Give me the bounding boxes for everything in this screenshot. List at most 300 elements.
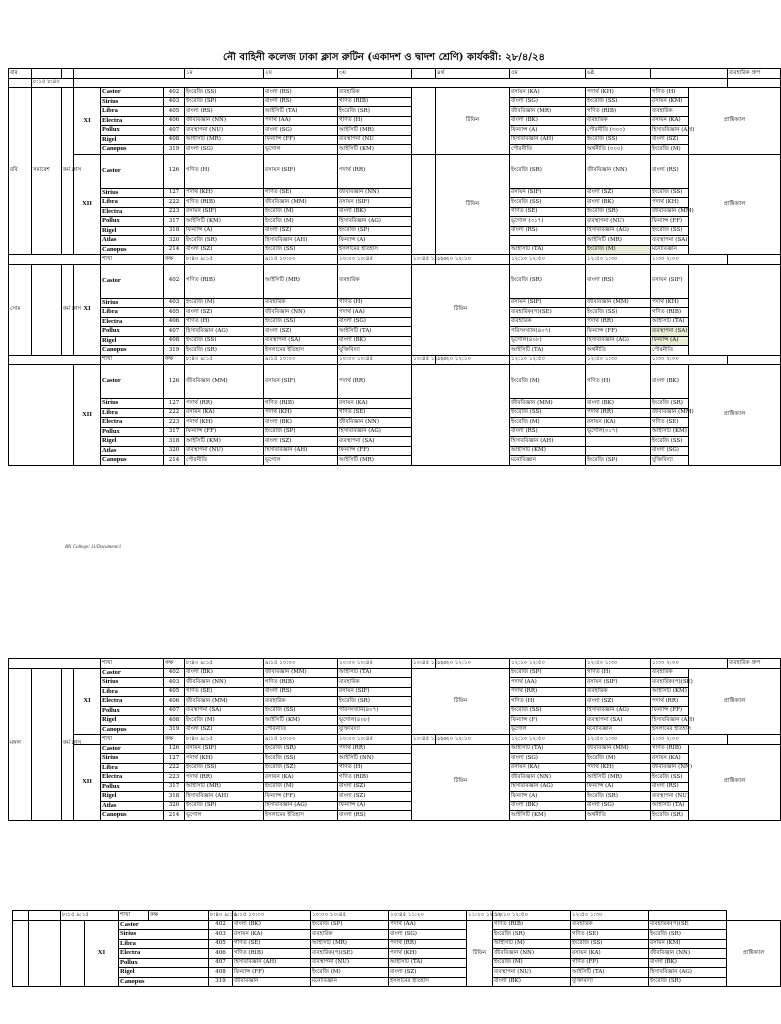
period-cell: ব্যবস্থাপনা (SA) [651, 327, 689, 337]
period-cell: হিসাববিজ্ঞান (AG) [264, 801, 338, 811]
table-row [9, 446, 781, 456]
period-cell: পদার্থ (AA) [338, 308, 412, 318]
room-number: 406 [164, 697, 185, 707]
period-cell: ইংরেজি (M) [311, 968, 389, 978]
period-cell: গণিত (H) [651, 88, 689, 98]
period-cell: বাংলা (BK) [586, 198, 651, 208]
time-header: ৮:১৫ ৮:৪০ [32, 78, 74, 88]
room-number: 403 [209, 930, 233, 940]
period-cell: বাংলা (SZ) [264, 327, 338, 337]
period-cell: গণিত (H) [185, 154, 264, 188]
time-header: কক্ষ [164, 735, 185, 745]
period-cell: আইসিটি (MR) [185, 135, 264, 145]
section-name: Castor [101, 154, 164, 188]
period-cell: আইসিটি (KM) [510, 446, 586, 456]
period-cell: আইসিটি (MR) [586, 236, 651, 246]
class-label: কর্ম ক্লাস [62, 668, 74, 820]
table-row [9, 198, 781, 208]
section-name: Electra [101, 207, 164, 217]
section-name: Pollux [101, 327, 164, 337]
room-number: 320 [164, 801, 185, 811]
period-cell: যুক্তিবিদ্যা [651, 456, 689, 466]
time-header: ১২:১০ ১২:৫০ [510, 735, 586, 745]
period-header: ১ম [185, 69, 264, 79]
period-cell: বাংলা (SZ) [338, 782, 412, 792]
period-cell: বাংলা (BK) [493, 977, 571, 987]
period-cell: হিসাববিজ্ঞান (AG) [649, 968, 727, 978]
period-cell: মনোবিজ্ঞান [510, 456, 586, 466]
time-header: ১:৩০ ২:০০ [651, 355, 728, 365]
period-cell: গণিত (RIB) [651, 308, 689, 318]
period-cell: হিসাববিজ্ঞান (AH) [651, 126, 689, 136]
tiffin-label: টিফিন [412, 744, 510, 820]
class-label: কর্ম ক্লাস [62, 264, 74, 355]
period-cell: আইসিটি (KM) [651, 427, 689, 437]
period-cell: রসায়ন (SIF) [185, 207, 264, 217]
practical-label: প্রাক্টিক্যাল [689, 744, 781, 820]
period-cell: ইংরেজি (SS) [651, 226, 689, 236]
period-cell: বাংলা (SG) [510, 97, 586, 107]
period-cell: রসায়ন (KA) [586, 418, 651, 428]
section-name: Libra [101, 198, 164, 208]
period-cell: জীববিজ্ঞান (MM) [586, 298, 651, 308]
period-cell: জীববিজ্ঞান (NN) [338, 418, 412, 428]
period-cell: জীববিজ্ঞান (NN) [586, 154, 651, 188]
period-cell: হিসাববিজ্ঞান (AG) [510, 782, 586, 792]
room-number: 126 [164, 744, 185, 754]
table-cell [61, 920, 85, 987]
period-cell: বাংলা (SZ) [586, 188, 651, 198]
period-header: ৩য় [338, 69, 412, 79]
routine-title: নৌ বাহিনী কলেজ ঢাকা ক্লাস রুটিন (একাদশ ও দ্বাদশ শ্রেণি) কার্যকরী: ২৮/৪/২৪ [223, 52, 545, 63]
period-cell: ব্যবস্থাপনা (NU) [185, 126, 264, 136]
period-cell: বাংলা (SZ) [651, 135, 689, 145]
table-cell [412, 365, 510, 466]
subheader-row [9, 659, 781, 669]
room-number: 403 [164, 678, 185, 688]
period-cell: পদার্থ (KH) [185, 754, 264, 764]
room-number: 402 [209, 920, 233, 930]
period-cell: পদার্থ (AA) [264, 116, 338, 126]
time-header: ৯:১৫ ১০:০০ [233, 911, 311, 921]
period-cell: আইসিটি (TA) [510, 744, 586, 754]
period-cell: ব্যবস্থাপনা (SA) [185, 706, 264, 716]
room-number: 407 [164, 327, 185, 337]
period-cell: হিসাববিজ্ঞান (AG) [586, 706, 651, 716]
period-cell: ব্যবহারিক [510, 317, 586, 327]
time-header: ১২:১০ ১২:৫০ [510, 355, 586, 365]
period-cell: পদার্থ (RR) [651, 697, 689, 707]
section-name: Pollux [119, 958, 209, 968]
period-cell: ব্যবহারিক [338, 88, 412, 98]
period-cell: ব্যবহারিক [586, 116, 651, 126]
section-name: Castor [101, 88, 164, 98]
period-cell: বাংলা (SZ) [586, 697, 651, 707]
room-number: 408 [164, 135, 185, 145]
period-cell: ব্যবস্থাপনা (NU) [311, 958, 389, 968]
room-number: 319 [164, 145, 185, 155]
table-row [9, 697, 781, 707]
table-row [9, 668, 781, 678]
period-cell [510, 236, 586, 246]
room-number: 402 [164, 668, 185, 678]
period-cell: যুক্তিবিদ্যা [571, 977, 649, 987]
period-cell: অর্থনীতি [586, 811, 651, 821]
period-cell: পদার্থ (KH) [586, 88, 651, 98]
period-cell: বাংলা (RS) [651, 154, 689, 188]
period-cell: পদার্থ (RR) [338, 154, 412, 188]
period-cell: ব্যবহারিক [264, 697, 338, 707]
period-cell: ইংরেজি (SS) [510, 706, 586, 716]
period-cell: ইংরেজি (SS) [510, 198, 586, 208]
period-cell: ব্যবস্থাপনা (SA) [264, 336, 338, 346]
period-cell: রসায়ন (SIF) [338, 198, 412, 208]
period-cell: হিসাববিজ্ঞান (AG) [338, 217, 412, 227]
table-cell [29, 920, 61, 987]
table-row [9, 399, 781, 409]
section-name: Sirius [101, 97, 164, 107]
period-cell: ফিন্যান্স (FF) [185, 427, 264, 437]
table-row [9, 763, 781, 773]
period-cell: পদার্থ (RR) [389, 939, 467, 949]
period-cell: গণিত (RIB) [651, 744, 689, 754]
routine-table-page3 [12, 910, 781, 987]
period-cell: গণিত (RIB) [233, 949, 311, 959]
class-label: কর্ম ক্লাস [62, 88, 74, 255]
section-name: Atlas [101, 801, 164, 811]
class-level: XII [74, 154, 101, 255]
class-level: XI [74, 264, 101, 355]
section-name: Rigel [101, 792, 164, 802]
period-cell: বাংলা (SG) [264, 126, 338, 136]
time-header: কক্ষ [149, 911, 209, 921]
section-name: Libra [101, 408, 164, 418]
period-cell: বাংলা (RS) [586, 264, 651, 298]
table-row [9, 418, 781, 428]
table-row [13, 930, 781, 940]
table-row [9, 188, 781, 198]
time-header: ৮:৪০ ৯:১৫ [185, 735, 264, 745]
period-cell: ফিন্যান্স (FF) [586, 327, 651, 337]
period-cell: জীববিজ্ঞান (MM) [185, 697, 264, 707]
period-cell: ইসলামের ইতিহাস [338, 245, 412, 255]
period-cell: পদার্থ (RR) [586, 317, 651, 327]
table-row [9, 336, 781, 346]
period-cell: রসায়ন (KA) [233, 930, 311, 940]
period-cell: যুক্তিবিদ্যা [338, 725, 412, 735]
period-cell: ইংরেজি (SR) [586, 207, 651, 217]
period-cell: আইসিটি (MR) [338, 126, 412, 136]
period-cell: বাংলা (BK) [338, 336, 412, 346]
period-cell: বাংলা (RS) [510, 427, 586, 437]
section-name: Castor [101, 668, 164, 678]
table-cell [32, 668, 62, 820]
period-cell: গণিত (RIB) [185, 264, 264, 298]
section-name: Pollux [101, 126, 164, 136]
table-row [9, 264, 781, 298]
period-cell: বাংলা (SZ) [185, 245, 264, 255]
section-name: Pollux [101, 427, 164, 437]
time-header: ১০:৪৫ ১১:২০ [412, 659, 436, 669]
time-header: ১২:১০ ১২:৫০ [510, 659, 586, 669]
time-header: ৮:৪০ ৯:১৫ [185, 355, 264, 365]
tiffin-label: টিফিন [467, 920, 493, 987]
period-cell: বাংলা (RS) [338, 811, 412, 821]
table-row [9, 317, 781, 327]
room-number: 406 [209, 949, 233, 959]
period-cell: বাংলা (SZ) [338, 792, 412, 802]
time-header: ১২:৫০ ১:৩০ [586, 735, 651, 745]
room-number: 318 [164, 792, 185, 802]
table-cell [74, 78, 728, 88]
time-header: শাখা [101, 659, 164, 669]
period-cell: বাংলা (BK) [233, 920, 311, 930]
period-cell: বাংলা (BK) [651, 365, 689, 399]
period-cell: আইসিটি (TA) [510, 346, 586, 356]
table-row [9, 107, 781, 117]
period-cell: ইংরেজি (SR) [510, 154, 586, 188]
time-header [13, 911, 29, 921]
room-number: 405 [164, 687, 185, 697]
room-number: 317 [164, 782, 185, 792]
room-number: 127 [164, 399, 185, 409]
class-level: XII [74, 744, 101, 820]
period-cell: ইংরেজি (SS) [651, 188, 689, 198]
period-cell: জীববিজ্ঞান (NN) [185, 116, 264, 126]
table-row [9, 327, 781, 337]
time-header: কক্ষ [164, 659, 185, 669]
period-cell: আইসিটি (M) [493, 939, 571, 949]
class-level: XII [74, 365, 101, 466]
period-cell: ইংরেজি (SP) [338, 226, 412, 236]
room-number: 407 [209, 958, 233, 968]
period-cell: রসায়ন (KA) [651, 116, 689, 126]
time-header: ১০:৪৫ ১১:২০ [412, 255, 436, 265]
period-cell: রসায়ন (KA) [264, 773, 338, 783]
period-cell: গণিত (H) [586, 668, 651, 678]
period-cell: ফিন্যান্স (FF) [264, 135, 338, 145]
period-cell: আইসিটি (TA) [338, 327, 412, 337]
table-row [13, 958, 781, 968]
period-cell: বাংলা (SG) [338, 317, 412, 327]
section-name: Libra [101, 763, 164, 773]
period-cell: রসায়ন (SIF) [510, 298, 586, 308]
section-name: Canopus [101, 456, 164, 466]
table-cell [9, 659, 101, 669]
period-cell: গণিত (H) [185, 317, 264, 327]
period-cell: ইংরেজি (SR) [586, 792, 651, 802]
period-cell: আইসিটি (MR) [338, 456, 412, 466]
period-cell: বাংলা (RS) [510, 226, 586, 236]
day-header: বার [9, 69, 32, 79]
time-header: ১১:২০ ১২:১০ [467, 911, 493, 921]
period-cell: যুক্তিবিদ্যা [338, 346, 412, 356]
period-cell: রসায়ন (SIF) [338, 687, 412, 697]
period-cell: জীববিজ্ঞান (NN) [338, 188, 412, 198]
subheader-row [9, 355, 781, 365]
time-header: ১২:১০ ১২:৫০ [510, 255, 586, 265]
period-cell: ইংরেজি (SS) [185, 88, 264, 98]
period-cell: গণিত (H) [338, 763, 412, 773]
period-cell: ইংরেজি (SP) [264, 427, 338, 437]
period-cell: বাংলা (SZ) [185, 308, 264, 318]
time-header: ১০:০০ ১০:৪৫ [338, 355, 412, 365]
time-header: ৯:১৫ ১০:০০ [264, 255, 338, 265]
time-header: ১০:০০ ১০:৪৫ [338, 255, 412, 265]
period-cell: হিসাববিজ্ঞান (AH) [264, 236, 338, 246]
period-cell: গণিত (RIB) [264, 399, 338, 409]
table-row [13, 939, 781, 949]
period-cell: ব্যবহারিক [338, 264, 412, 298]
period-cell: রসায়ন (KM) [649, 939, 727, 949]
right-col-top [728, 78, 781, 88]
time-header: ৯:১৫ ১০:০০ [264, 355, 338, 365]
period-cell: বাংলা (SG) [651, 446, 689, 456]
period-cell: ফিন্যান্স (A) [338, 236, 412, 246]
period-cell: ইংরেজি (SS) [651, 773, 689, 783]
class-level: XI [85, 920, 119, 987]
period-cell: ভূগোল(৩১৭) [586, 427, 651, 437]
period-cell: গণিত (SE) [264, 188, 338, 198]
section-name: Rigel [101, 135, 164, 145]
time-header: ১০:৪৫ ১১:২০ [412, 735, 436, 745]
period-cell: আইসিটি (TA) [571, 968, 649, 978]
period-cell: জীববিজ্ঞান (NN) [264, 308, 338, 318]
time-header: শাখা [119, 911, 149, 921]
table-cell [412, 154, 436, 255]
section-name: Sirius [101, 678, 164, 688]
tiffin-label: টিফিন [412, 668, 510, 735]
time-header: ১০:০০ ১০:৪৫ [338, 659, 412, 669]
table-row [9, 308, 781, 318]
time-header: ১২:১০ ১২:৫০ [493, 911, 571, 921]
table-row [9, 811, 781, 821]
period-cell: জীববিজ্ঞান (NN) [510, 773, 586, 783]
table-cell [728, 735, 781, 745]
table-row [9, 145, 781, 155]
table-row [9, 298, 781, 308]
period-cell: জীববিজ্ঞান (NN) [651, 763, 689, 773]
period-cell: বাংলা (RS) [264, 97, 338, 107]
period-cell: ব্যবস্থাপনা (NU) [493, 968, 571, 978]
period-cell: ব্যবহারিক [651, 668, 689, 678]
room-number: 320 [164, 236, 185, 246]
period-cell: ইংরেজি (M) [264, 207, 338, 217]
period-cell: গণিত (SE) [571, 930, 649, 940]
room-number: 406 [164, 317, 185, 327]
period-cell: গণিত (RIB) [338, 773, 412, 783]
table-row [9, 126, 781, 136]
period-cell: বাংলা (BK) [185, 668, 264, 678]
subheader-row [13, 911, 781, 921]
table-cell [9, 78, 32, 88]
period-cell: রসায়ন (SIF) [185, 744, 264, 754]
period-cell: ব্যবহারিক [586, 687, 651, 697]
period-cell: ভূগোল [510, 725, 586, 735]
day-label: সোম [9, 264, 32, 355]
period-cell: বাংলা (BK) [510, 801, 586, 811]
period-cell: রসায়ন (SIF) [586, 678, 651, 688]
time-header: শাখা [101, 355, 164, 365]
time-header: ১০:০০ ১০:৪৫ [311, 911, 389, 921]
period-cell: ইংরেজি (SR) [264, 744, 338, 754]
period-cell: পৌরনীতি (৩০০) [586, 126, 651, 136]
section-name: Pollux [101, 217, 164, 227]
period-cell: পদার্থ (RR) [338, 365, 412, 399]
room-number: 126 [164, 154, 185, 188]
section-name: Castor [119, 920, 209, 930]
time-header: ১২:৫০ ১:৩০ [571, 911, 649, 921]
tiffin-label: টিফিন [412, 264, 510, 355]
table-row [13, 920, 781, 930]
section-name: Castor [101, 744, 164, 754]
time-header: ৮:৪০ ৯:১৫ [209, 911, 233, 921]
table-row [9, 217, 781, 227]
header-row [9, 69, 781, 79]
section-name: Rigel [101, 716, 164, 726]
room-number: 222 [164, 198, 185, 208]
section-name: Libra [101, 308, 164, 318]
period-cell: আইসিটি (TA) [264, 107, 338, 117]
period-header: ৬ষ্ঠ [586, 69, 651, 79]
time-header: কক্ষ [164, 355, 185, 365]
period-cell: বাংলা (SG) [389, 930, 467, 940]
section-name: Canopus [101, 811, 164, 821]
section-name: Libra [119, 939, 209, 949]
period-cell: ফিন্যান্স (A) [510, 126, 586, 136]
day-label: মঙ্গল [9, 668, 32, 820]
period-cell: আইসিটি (NN) [338, 754, 412, 764]
period-cell: ইংরেজি (SS) [651, 437, 689, 447]
period-cell: ব্যবস্থাপনা (NU [338, 135, 412, 145]
period-cell: আইসিটি (MR) [311, 939, 389, 949]
routine-table-page2 [8, 658, 781, 821]
period-cell: আইসিটি (MR) [264, 264, 338, 298]
period-header: ২য় [264, 69, 338, 79]
section-name: Canopus [101, 346, 164, 356]
time-header: ৯:১৫ ১০:০০ [264, 735, 338, 745]
period-cell: আইসিটি (TA) [389, 958, 467, 968]
period-cell: পদার্থ (AA) [389, 920, 467, 930]
period-cell: ইংরেজি (M) [264, 217, 338, 227]
period-cell: বাংলা (SZ) [389, 968, 467, 978]
room-number: 408 [164, 336, 185, 346]
period-cell: রসায়ন (SIF) [264, 154, 338, 188]
section-name: Sirius [101, 754, 164, 764]
period-cell: ব্যবহারিক [571, 920, 649, 930]
period-cell: ফিন্যান্স (FF) [338, 446, 412, 456]
room-number: 319 [164, 725, 185, 735]
period-cell: ইংরেজি (SR) [338, 697, 412, 707]
period-cell: গণিত (RIB) [586, 107, 651, 117]
period-cell: গণিত (SE) [651, 418, 689, 428]
time-header: ৮:৪০ ৯:১৫ [185, 659, 264, 669]
period-cell: গণিত (H) [338, 116, 412, 126]
section-name: Rigel [101, 336, 164, 346]
period-cell: আইসিটি (TA) [651, 317, 689, 327]
period-cell: ব্যবস্থাপনা (SA) [338, 437, 412, 447]
table-cell [9, 355, 101, 365]
period-cell: হিসাববিজ্ঞান (AH) [510, 135, 586, 145]
section-name: Canopus [101, 145, 164, 155]
time-header: ১১:২০ ১২:১০ [436, 735, 510, 745]
period-cell: ইংরেজি (SR) [649, 930, 727, 940]
table-row [9, 226, 781, 236]
table-row [9, 687, 781, 697]
period-cell: গণিত (RIB) [493, 920, 571, 930]
period-cell: আইসিটি (MR) [586, 773, 651, 783]
period-cell: ইংরেজি (M) [185, 716, 264, 726]
